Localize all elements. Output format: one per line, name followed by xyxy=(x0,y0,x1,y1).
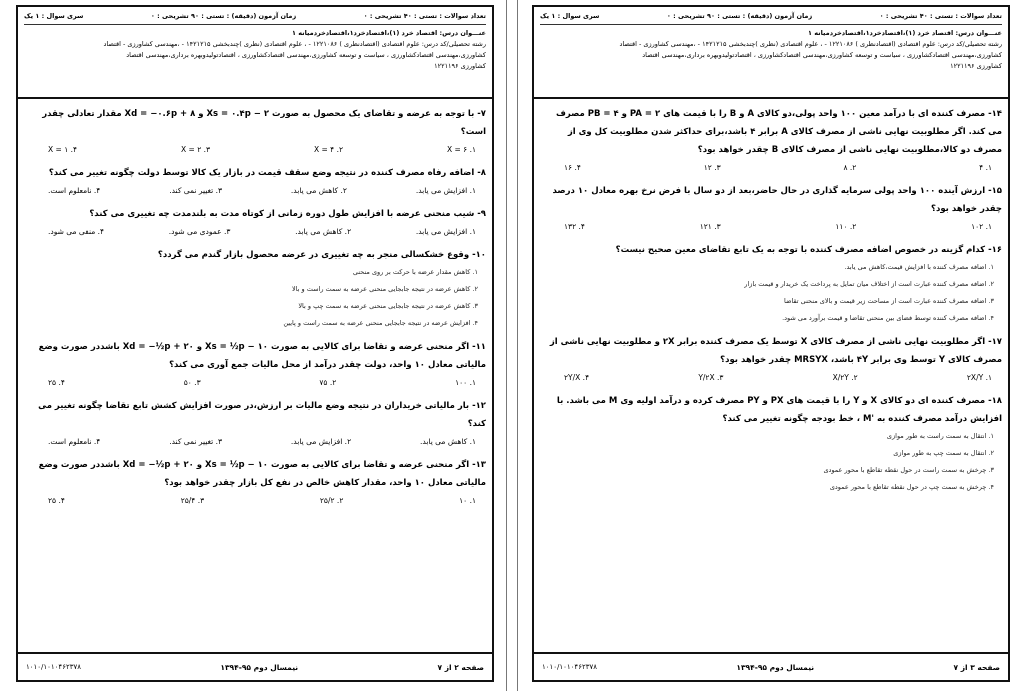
answer-option[interactable]: ۴. X = ۱ xyxy=(48,145,78,154)
course-field-line-3: کشاورزی ۱۲۲۱۱۹۶ xyxy=(950,62,1002,70)
answer-option[interactable]: ۱. ۲X/Y xyxy=(966,373,992,382)
page-frame xyxy=(16,5,494,682)
answer-option[interactable]: ۲. اضافه مصرف کننده عبارت است از اختلاف میان تمایل به پرداخت یک خریدار و قیمت بازار xyxy=(744,280,994,288)
question-text: ۱۴- مصرف کننده ای با درآمد معین ۱۰۰ واحد پولی،دو کالای A و B را با قیمت های PA = ۲ و PB = ۴ مصرف می کند. اگر مطلوبیت نهایی ناشی از مصرف کالای A برابر ۴ باشد،برای حداکثر شدن مطلوبیت کل وی از مصرف دو کالا،مطلوبیت نهایی ناشی از مصرف کالای B چقدر خواهد بود؟ xyxy=(556,109,1002,155)
answer-option[interactable]: ۴. ۱۶ xyxy=(564,163,581,172)
exam-code: ۱۰۱۰/۱۰۱۰۴۶۲۳۷۸ xyxy=(542,663,597,671)
question-text: ۹- شیب منحنی عرضه با افزایش طول دوره زمانی از کوتاه مدت به بلندمدت چه تغییری می کند؟ xyxy=(89,209,486,219)
answer-option[interactable]: ۱. ۱۰۰ xyxy=(455,378,476,387)
answer-option[interactable]: ۱. افزایش می یابد. xyxy=(415,227,476,236)
question-block xyxy=(540,182,1002,235)
course-field-line-2: کشاورزی،مهندسی اقتصادکشاورزی ، سیاست و توسعه کشاورزی،مهندسی اقتصادکشاورزی ، اقتصادتولیدوبهره برداری،مهندسی اقتصاد xyxy=(642,51,1002,59)
questions-area xyxy=(540,105,1002,634)
page-number: صفحه ۳ از ۷ xyxy=(953,662,1000,672)
question-text: ۱۸- مصرف کننده ای دو کالای X و Y را با قیمت های PX و PY مصرف کرده و درآمد اولیه وی M می باشد. با افزایش درآمد مصرف کننده به 'M ، خط بودجه چگونه تغییر می کند؟ xyxy=(556,396,1002,424)
answer-option[interactable]: ۲. ۲۵/۲ xyxy=(319,496,344,505)
answer-choices xyxy=(24,141,486,158)
exam-time: زمان آزمون (دقیقه) : تستی : ۹۰ تشریحی : ۰ xyxy=(150,12,297,20)
term-label: نیمسال دوم ۹۵-۱۳۹۴ xyxy=(220,662,299,672)
course-field-line-1: رشته تحصیلی/کد درس: علوم اقتصادی (اقتصادنظری ) ۱۲۲۱۰۸۶ - ، علوم اقتصادی (نظری )چندبخشی ۱۴۲۱۲۱۵ - ،مهندسی کشاورزی - اقتصاد xyxy=(619,40,1002,48)
question-series: سری سوال : ۱ یک xyxy=(540,12,600,20)
answer-option[interactable]: ۴. ۲۵ xyxy=(48,496,65,505)
exam-time: زمان آزمون (دقیقه) : تستی : ۹۰ تشریحی : ۰ xyxy=(666,12,813,20)
question-count: تعداد سوالات : تستی : ۴۰ تشریحی : ۰ xyxy=(879,12,1002,20)
answer-choices xyxy=(24,182,486,199)
answer-option[interactable]: ۲. افزایش می یابد. xyxy=(290,437,352,446)
page-number: صفحه ۲ از ۷ xyxy=(437,662,484,672)
answer-option[interactable]: ۲. کاهش می یابد. xyxy=(290,186,347,195)
answer-option[interactable]: ۱. کاهش مقدار عرضه با حرکت بر روی منحنی xyxy=(352,268,478,276)
question-block xyxy=(540,392,1002,496)
answer-option[interactable]: ۳. ۵۰ xyxy=(183,378,201,387)
exam-code: ۱۰۱۰/۱۰۱۰۴۶۲۳۷۸ xyxy=(26,663,81,671)
answer-option[interactable]: ۴. نامعلوم است. xyxy=(48,437,101,446)
answer-option[interactable]: ۱. X = ۶ xyxy=(446,145,476,154)
answer-choices xyxy=(24,264,486,332)
answer-choices xyxy=(540,369,1002,386)
answer-choices xyxy=(24,492,486,509)
question-block xyxy=(24,397,486,450)
answer-option[interactable]: ۴. ۱۳۲ xyxy=(564,222,585,231)
question-text: ۱۰- وقوع خشکسالی منجر به چه تغییری در عرضه محصول بازار گندم می گردد؟ xyxy=(157,250,486,260)
answer-option[interactable]: ۳. چرخش به سمت راست در حول نقطه تقاطع با محور عمودی xyxy=(823,466,994,474)
question-text: ۸- اضافه رفاه مصرف کننده در نتیجه وضع سقف قیمت در بازار یک کالا توسط دولت چگونه تغییر می کند؟ xyxy=(48,168,486,178)
answer-option[interactable]: ۳. کاهش عرضه در نتیجه جابجایی منحنی عرضه به سمت چپ و بالا xyxy=(298,302,478,310)
question-block xyxy=(24,246,486,332)
question-text: ۱۶- کدام گزینه در خصوص اضافه مصرف کننده با توجه به یک تابع تقاضای معین صحیح نیست؟ xyxy=(615,245,1002,255)
answer-option[interactable]: ۱. افزایش می یابد. xyxy=(415,186,476,195)
answer-option[interactable]: ۳. ۱۲ xyxy=(703,163,721,172)
question-text: ۱۷- اگر مطلوبیت نهایی ناشی از مصرف کالای X توسط یک مصرف کننده برابر ۲X و مطلوبیت نهایی ناشی از مصرف کالای Y توسط وی برابر ۴Y باشد، MRSYX چقدر خواهد بود؟ xyxy=(549,337,1002,365)
answer-option[interactable]: ۳. Y/۲X xyxy=(698,373,724,382)
answer-option[interactable]: ۱. انتقال به سمت راست به طور موازی xyxy=(886,432,994,440)
page-frame xyxy=(532,5,1010,682)
answer-option[interactable]: ۳. عمودی می شود. xyxy=(168,227,231,236)
answer-option[interactable]: ۴. افزایش عرضه در نتیجه جابجایی منحنی عرضه به سمت راست و پایین xyxy=(283,319,478,327)
question-block xyxy=(540,333,1002,386)
header-divider xyxy=(540,24,1002,25)
answer-option[interactable]: ۲. X/۲Y xyxy=(832,373,858,382)
answer-option[interactable]: ۲. ۸ xyxy=(843,163,857,172)
answer-option[interactable]: ۳. تغییر نمی کند. xyxy=(169,186,223,195)
question-block xyxy=(24,338,486,391)
answer-choices xyxy=(24,374,486,391)
question-block xyxy=(24,105,486,158)
question-count: تعداد سوالات : تستی : ۴۰ تشریحی : ۰ xyxy=(363,12,486,20)
answer-option[interactable]: ۲. ۷۵ xyxy=(319,378,337,387)
answer-option[interactable]: ۳. تغییر نمی کند. xyxy=(169,437,223,446)
question-series: سری سوال : ۱ یک xyxy=(24,12,84,20)
answer-option[interactable]: ۱. ۱۰ xyxy=(459,496,476,505)
header-divider xyxy=(24,24,486,25)
answer-option[interactable]: ۴. اضافه مصرف کننده توسط فضای بین منحنی تقاضا و قیمت برآورد می شود. xyxy=(782,314,994,322)
answer-option[interactable]: ۴. نامعلوم است. xyxy=(48,186,101,195)
answer-option[interactable]: ۱. کاهش می یابد. xyxy=(420,437,476,446)
question-block xyxy=(24,456,486,509)
answer-option[interactable]: ۲. X = ۴ xyxy=(313,145,344,154)
answer-choices xyxy=(540,159,1002,176)
course-title: عنـــوان درس: اقتصاد خرد (۱)،اقتصادخرد۱،اقتصادخردمیانه ۱ xyxy=(291,29,486,37)
answer-choices xyxy=(540,428,1002,496)
exam-header xyxy=(18,7,492,99)
answer-option[interactable]: ۳. X = ۲ xyxy=(181,145,211,154)
question-text: ۱۲- بار مالیاتی خریداران در نتیجه وضع مالیات بر ارزش،در صورت افزایش کشش تابع تقاضا چگونه تغییر می کند؟ xyxy=(38,401,486,429)
exam-footer xyxy=(534,652,1008,680)
answer-choices xyxy=(24,223,486,240)
question-text: ۱۵- ارزش آینده ۱۰۰ واحد پولی سرمایه گذاری در حال حاضر،بعد از دو سال با فرض نرخ بهره معادل ۱۰ درصد چقدر خواهد بود؟ xyxy=(552,186,1002,214)
question-block xyxy=(24,205,486,240)
answer-option[interactable]: ۲. کاهش عرضه در نتیجه جابجایی منحنی عرضه به سمت راست و بالا xyxy=(291,285,478,293)
answer-option[interactable]: ۴. ۲۵ xyxy=(48,378,65,387)
answer-option[interactable]: ۱. ۱۰۲ xyxy=(971,222,992,231)
course-title: عنـــوان درس: اقتصاد خرد (۱)،اقتصادخرد۱،اقتصادخردمیانه ۱ xyxy=(807,29,1002,37)
answer-choices xyxy=(540,218,1002,235)
exam-footer xyxy=(18,652,492,680)
term-label: نیمسال دوم ۹۵-۱۳۹۴ xyxy=(736,662,815,672)
questions-area xyxy=(24,105,486,634)
answer-option[interactable]: ۲. انتقال به سمت چپ به طور موازی xyxy=(893,449,994,457)
question-text: ۱۱- اگر منحنی عرضه و تقاضا برای کالایی به صورت Xs = ½p − ۱۰ و Xd = −½p + ۲۰ باشددر صورت وضع مالیاتی معادل ۱۰ واحد، دولت چقدر درآمد از محل مالیات جمع آوری می کند؟ xyxy=(38,342,486,370)
exam-header xyxy=(534,7,1008,99)
exam-page-left xyxy=(2,0,507,691)
answer-choices xyxy=(540,259,1002,327)
answer-choices xyxy=(24,433,486,450)
answer-option[interactable]: ۱. ۴ xyxy=(979,163,992,172)
question-block xyxy=(540,105,1002,176)
course-field-line-2: کشاورزی،مهندسی اقتصادکشاورزی ، سیاست و توسعه کشاورزی،مهندسی اقتصادکشاورزی ، اقتصادتولیدوبهره برداری،مهندسی اقتصاد xyxy=(126,51,486,59)
answer-option[interactable]: ۴. منفی می شود. xyxy=(48,227,105,236)
answer-option[interactable]: ۴. چرخش به سمت چپ در حول نقطه تقاطع با محور عمودی xyxy=(829,483,994,491)
answer-option[interactable]: ۲. کاهش می یابد. xyxy=(295,227,352,236)
question-block xyxy=(540,241,1002,327)
course-field-line-1: رشته تحصیلی/کد درس: علوم اقتصادی (اقتصادنظری ) ۱۲۲۱۰۸۶ - ، علوم اقتصادی (نظری )چندبخشی ۱۴۲۱۲۱۵ - ،مهندسی کشاورزی - اقتصاد xyxy=(103,40,486,48)
course-field-line-3: کشاورزی ۱۲۲۱۱۹۶ xyxy=(434,62,486,70)
question-block xyxy=(24,164,486,199)
answer-option[interactable]: ۱. اضافه مصرف کننده با افزایش قیمت،کاهش می یابد. xyxy=(844,263,994,271)
answer-option[interactable]: ۴. ۲Y/X xyxy=(564,373,590,382)
exam-page-right xyxy=(517,0,1022,691)
answer-option[interactable]: ۳. ۲۵/۴ xyxy=(180,496,205,505)
question-text: ۱۳- اگر منحنی عرضه و تقاضا برای کالایی به صورت Xs = ½p − ۱۰ و Xd = −½p + ۲۰ باشددر صورت وضع مالیاتی معادل ۱۰ واحد، مقدار کاهش خالص در نفع کل بازار چقدر خواهد بود؟ xyxy=(38,460,486,488)
question-text: ۷- با توجه به عرضه و تقاضای یک محصول به صورت Xs = ۰.۴p − ۲ و Xd = −۰.۶p + ۸ مقدار تعادلی چقدر است؟ xyxy=(42,109,486,137)
answer-option[interactable]: ۳. ۱۲۱ xyxy=(699,222,721,231)
answer-option[interactable]: ۲. ۱۱۰ xyxy=(835,222,857,231)
answer-option[interactable]: ۳. اضافه مصرف کننده عبارت است از مساحت زیر قیمت و بالای منحنی تقاضا xyxy=(784,297,994,305)
